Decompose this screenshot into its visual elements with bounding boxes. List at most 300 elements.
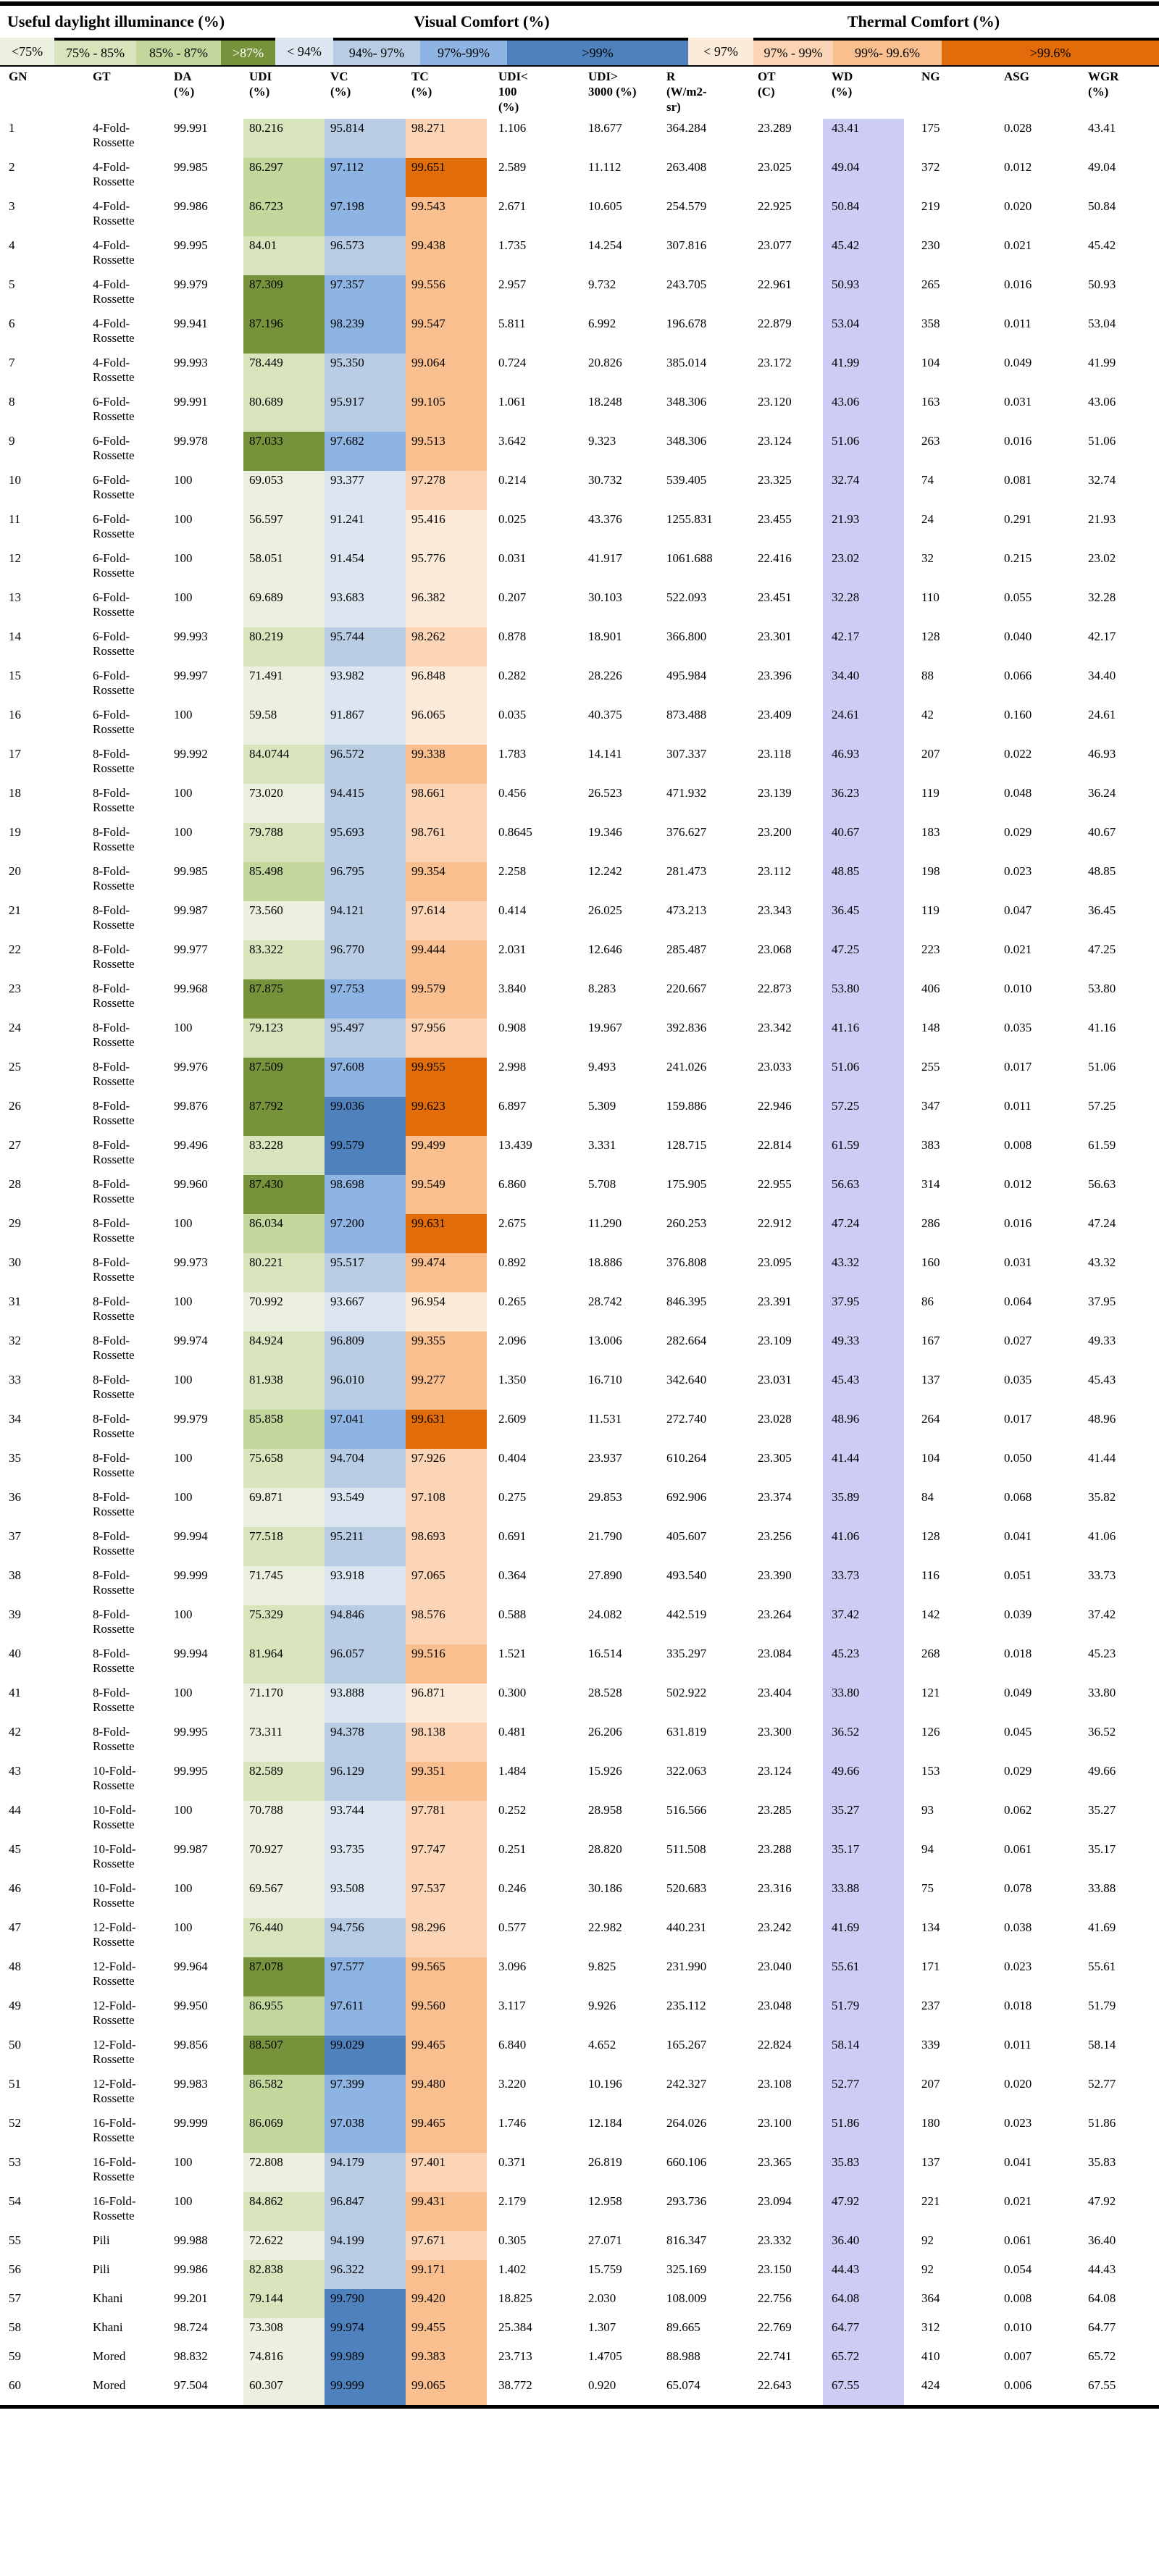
cell-asg: 0.017 (1004, 1412, 1032, 1426)
cell-vc: 98.239 (325, 314, 406, 354)
cell-tc: 97.671 (406, 2231, 487, 2260)
cell-u100: 0.251 (498, 1842, 527, 1856)
cell-wd: 47.24 (823, 1214, 904, 1253)
cell-gt: Pili (93, 2233, 110, 2247)
legend-item: 97%-99% (420, 38, 507, 65)
table-row (0, 1879, 1159, 1918)
table-row (0, 2036, 1159, 2075)
cell-u100: 13.439 (498, 1138, 532, 1152)
cell-gt: 6-Fold-Rossette (93, 434, 135, 462)
cell-wd: 35.27 (823, 1801, 904, 1840)
cell-ng: 183 (921, 825, 940, 839)
table-row (0, 119, 1159, 158)
cell-da: 98.724 (174, 2320, 208, 2334)
cell-gt: 8-Fold-Rossette (93, 1373, 135, 1401)
table-row (0, 432, 1159, 471)
cell-r: 442.519 (666, 1607, 707, 1621)
cell-wgr: 43.41 (1088, 121, 1116, 135)
cell-wgr: 37.95 (1088, 1295, 1116, 1308)
cell-vc: 97.611 (325, 1996, 406, 2036)
cell-ot: 22.814 (758, 1138, 792, 1152)
table-row (0, 1488, 1159, 1527)
cell-vc: 93.549 (325, 1488, 406, 1527)
table-row (0, 471, 1159, 510)
cell-r: 335.297 (666, 1647, 707, 1660)
cell-da: 99.985 (174, 864, 208, 878)
cell-gn: 60 (9, 2378, 21, 2392)
cell-gt: Mored (93, 2378, 126, 2392)
cell-u3000: 30.103 (588, 590, 622, 604)
cell-vc: 91.454 (325, 549, 406, 588)
cell-gn: 45 (9, 1842, 21, 1856)
cell-tc: 98.262 (406, 627, 487, 666)
table-row (0, 979, 1159, 1019)
cell-wd: 41.06 (823, 1527, 904, 1566)
cell-wgr: 35.27 (1088, 1803, 1116, 1817)
cell-u3000: 1.4705 (588, 2349, 622, 2363)
cell-u100: 6.860 (498, 1177, 527, 1191)
cell-asg: 0.020 (1004, 2077, 1032, 2091)
cell-ot: 23.068 (758, 942, 792, 956)
cell-wd: 47.92 (823, 2192, 904, 2231)
cell-ng: 406 (921, 982, 940, 995)
cell-u100: 3.117 (498, 1999, 526, 2012)
cell-ot: 23.112 (758, 864, 792, 878)
cell-wd: 48.96 (823, 1410, 904, 1449)
cell-tc: 99.383 (406, 2347, 487, 2376)
cell-gt: 6-Fold-Rossette (93, 551, 135, 580)
cell-u100: 0.025 (498, 512, 527, 526)
cell-wgr: 32.74 (1088, 473, 1116, 487)
cell-gn: 52 (9, 2116, 21, 2130)
cell-gn: 22 (9, 942, 21, 956)
cell-wd: 51.06 (823, 1058, 904, 1097)
cell-udi: 70.992 (243, 1292, 325, 1331)
cell-gt: 4-Fold-Rossette (93, 238, 135, 267)
cell-r: 364.284 (666, 121, 707, 135)
cell-gn: 35 (9, 1451, 21, 1465)
cell-da: 100 (174, 1881, 193, 1895)
cell-u100: 2.031 (498, 942, 527, 956)
col-header-u3000: UDI> 3000 (%) (588, 70, 637, 99)
cell-gt: 12-Fold-Rossette (93, 2077, 136, 2105)
cell-u100: 2.998 (498, 1060, 527, 1074)
cell-vc: 97.357 (325, 275, 406, 314)
cell-udi: 59.58 (243, 706, 325, 745)
cell-vc: 94.846 (325, 1605, 406, 1644)
cell-da: 100 (174, 590, 193, 604)
cell-ot: 23.100 (758, 2116, 792, 2130)
cell-r: 342.640 (666, 1373, 707, 1387)
cell-da: 99.973 (174, 1255, 208, 1269)
cell-gt: 6-Fold-Rossette (93, 669, 135, 697)
cell-gn: 3 (9, 199, 15, 213)
table-row (0, 275, 1159, 314)
cell-tc: 99.474 (406, 1253, 487, 1292)
table-row (0, 1605, 1159, 1644)
cell-gn: 31 (9, 1295, 21, 1308)
cell-wgr: 45.43 (1088, 1373, 1116, 1387)
cell-da: 100 (174, 1490, 193, 1504)
cell-wd: 32.74 (823, 471, 904, 510)
cell-u100: 0.404 (498, 1451, 527, 1465)
cell-asg: 0.016 (1004, 277, 1032, 291)
legend-item: <75% (0, 38, 54, 65)
cell-gt: 8-Fold-Rossette (93, 982, 135, 1010)
cell-u100: 25.384 (498, 2320, 532, 2334)
cell-gn: 4 (9, 238, 15, 252)
cell-udi: 87.509 (243, 1058, 325, 1097)
cell-u100: 0.364 (498, 1568, 527, 1582)
cell-asg: 0.023 (1004, 2116, 1032, 2130)
legend-item: 94%- 97% (333, 38, 420, 65)
cell-wd: 49.33 (823, 1331, 904, 1371)
cell-wgr: 43.06 (1088, 395, 1116, 409)
cell-udi: 72.622 (243, 2231, 325, 2260)
cell-u3000: 3.331 (588, 1138, 616, 1152)
table-row (0, 1449, 1159, 1488)
cell-gn: 42 (9, 1725, 21, 1739)
cell-vc: 97.200 (325, 1214, 406, 1253)
cell-u3000: 20.826 (588, 356, 622, 369)
cell-udi: 84.862 (243, 2192, 325, 2231)
col-header-da: DA (%) (174, 70, 195, 99)
cell-u100: 18.825 (498, 2291, 532, 2305)
cell-r: 1255.831 (666, 512, 713, 526)
cell-gt: Khani (93, 2320, 123, 2334)
cell-wgr: 41.06 (1088, 1529, 1116, 1543)
cell-ng: 198 (921, 864, 940, 878)
cell-wgr: 43.32 (1088, 1255, 1116, 1269)
cell-u3000: 24.082 (588, 1607, 622, 1621)
cell-gn: 1 (9, 121, 15, 135)
cell-ot: 23.124 (758, 1764, 792, 1778)
cell-gn: 8 (9, 395, 15, 409)
cell-wd: 67.55 (823, 2376, 904, 2405)
cell-asg: 0.031 (1004, 395, 1032, 409)
cell-vc: 93.744 (325, 1801, 406, 1840)
cell-u3000: 43.376 (588, 512, 622, 526)
cell-ot: 23.040 (758, 1960, 792, 1973)
cell-asg: 0.051 (1004, 1568, 1032, 1582)
cell-gt: 8-Fold-Rossette (93, 903, 135, 932)
cell-wd: 34.40 (823, 666, 904, 706)
legend-item: 97% - 99% (753, 38, 833, 65)
table-row (0, 2114, 1159, 2153)
cell-da: 99.995 (174, 238, 208, 252)
cell-r: 242.327 (666, 2077, 707, 2091)
cell-ng: 74 (921, 473, 934, 487)
cell-vc: 93.508 (325, 1879, 406, 1918)
cell-tc: 99.499 (406, 1136, 487, 1175)
cell-wgr: 23.02 (1088, 551, 1116, 565)
cell-ng: 148 (921, 1021, 940, 1034)
cell-vc: 97.682 (325, 432, 406, 471)
cell-vc: 95.814 (325, 119, 406, 158)
cell-ng: 265 (921, 277, 940, 291)
cell-u100: 0.456 (498, 786, 527, 800)
cell-udi: 87.033 (243, 432, 325, 471)
cell-ng: 92 (921, 2233, 934, 2247)
cell-udi: 81.938 (243, 1371, 325, 1410)
legend-item: < 97% (688, 38, 753, 65)
cell-asg: 0.039 (1004, 1607, 1032, 1621)
cell-da: 99.991 (174, 121, 208, 135)
cell-gt: 4-Fold-Rossette (93, 277, 135, 306)
cell-gn: 17 (9, 747, 21, 761)
cell-vc: 93.918 (325, 1566, 406, 1605)
cell-asg: 0.010 (1004, 2320, 1032, 2334)
cell-da: 99.960 (174, 1177, 208, 1191)
cell-da: 99.992 (174, 747, 208, 761)
cell-u3000: 22.982 (588, 1920, 622, 1934)
cell-vc: 91.241 (325, 510, 406, 549)
cell-u100: 6.840 (498, 2038, 527, 2052)
cell-wd: 23.02 (823, 549, 904, 588)
cell-tc: 98.693 (406, 1527, 487, 1566)
cell-asg: 0.291 (1004, 512, 1032, 526)
cell-vc: 97.399 (325, 2075, 406, 2114)
cell-r: 128.715 (666, 1138, 707, 1152)
cell-wd: 37.42 (823, 1605, 904, 1644)
table-row (0, 1214, 1159, 1253)
cell-gn: 36 (9, 1490, 21, 1504)
cell-r: 610.264 (666, 1451, 707, 1465)
cell-gn: 59 (9, 2349, 21, 2363)
cell-vc: 94.704 (325, 1449, 406, 1488)
table-row (0, 823, 1159, 862)
cell-tc: 99.631 (406, 1214, 487, 1253)
cell-wd: 41.16 (823, 1019, 904, 1058)
cell-wgr: 41.16 (1088, 1021, 1116, 1034)
table-row (0, 1097, 1159, 1136)
cell-wd: 35.17 (823, 1840, 904, 1879)
cell-gn: 46 (9, 1881, 21, 1895)
cell-u100: 1.783 (498, 747, 527, 761)
cell-asg: 0.061 (1004, 1842, 1032, 1856)
cell-gt: 4-Fold-Rossette (93, 199, 135, 227)
cell-ot: 23.396 (758, 669, 792, 682)
cell-da: 99.979 (174, 1412, 208, 1426)
cell-wgr: 48.96 (1088, 1412, 1116, 1426)
cell-ot: 23.305 (758, 1451, 792, 1465)
table-row (0, 1957, 1159, 1996)
cell-u3000: 30.732 (588, 473, 622, 487)
cell-vc: 93.667 (325, 1292, 406, 1331)
cell-ng: 32 (921, 551, 934, 565)
cell-u100: 0.878 (498, 630, 527, 643)
cell-gt: Pili (93, 2262, 110, 2276)
cell-ng: 75 (921, 1881, 934, 1895)
cell-ot: 23.264 (758, 1607, 792, 1621)
table-row (0, 1644, 1159, 1684)
legend-item: >99% (507, 38, 688, 65)
cell-u3000: 5.708 (588, 1177, 616, 1191)
cell-vc: 94.378 (325, 1723, 406, 1762)
cell-r: 440.231 (666, 1920, 707, 1934)
cell-da: 100 (174, 1451, 193, 1465)
col-header-gn: GN (9, 70, 28, 83)
cell-ng: 84 (921, 1490, 934, 1504)
cell-tc: 99.549 (406, 1175, 487, 1214)
cell-tc: 99.171 (406, 2260, 487, 2289)
cell-asg: 0.050 (1004, 1451, 1032, 1465)
cell-gt: Mored (93, 2349, 126, 2363)
col-header-gt: GT (93, 70, 111, 83)
cell-r: 231.990 (666, 1960, 707, 1973)
cell-r: 272.740 (666, 1412, 707, 1426)
group-title-tc: Thermal Comfort (%) (847, 12, 1000, 30)
cell-ng: 119 (921, 786, 940, 800)
cell-u3000: 4.652 (588, 2038, 616, 2052)
cell-wd: 56.63 (823, 1175, 904, 1214)
table-row (0, 1566, 1159, 1605)
cell-wgr: 47.92 (1088, 2194, 1116, 2208)
cell-tc: 99.444 (406, 940, 487, 979)
cell-da: 100 (174, 512, 193, 526)
cell-tc: 99.455 (406, 2318, 487, 2347)
cell-gn: 28 (9, 1177, 21, 1191)
cell-tc: 99.277 (406, 1371, 487, 1410)
cell-vc: 99.036 (325, 1097, 406, 1136)
cell-asg: 0.016 (1004, 434, 1032, 448)
cell-gt: 6-Fold-Rossette (93, 512, 135, 540)
cell-tc: 96.871 (406, 1684, 487, 1723)
cell-ng: 180 (921, 2116, 940, 2130)
cell-udi: 87.078 (243, 1957, 325, 1996)
cell-u3000: 9.825 (588, 1960, 616, 1973)
cell-udi: 88.507 (243, 2036, 325, 2075)
cell-asg: 0.062 (1004, 1803, 1032, 1817)
cell-vc: 95.693 (325, 823, 406, 862)
cell-ng: 207 (921, 747, 940, 761)
cell-u3000: 18.886 (588, 1255, 622, 1269)
cell-asg: 0.048 (1004, 786, 1032, 800)
table-row (0, 745, 1159, 784)
cell-asg: 0.066 (1004, 669, 1032, 682)
cell-gn: 2 (9, 160, 15, 174)
cell-ot: 22.756 (758, 2291, 792, 2305)
cell-da: 98.832 (174, 2349, 208, 2363)
cell-wd: 36.23 (823, 784, 904, 823)
cell-da: 99.941 (174, 317, 208, 330)
cell-gt: 6-Fold-Rossette (93, 590, 135, 619)
cell-da: 99.987 (174, 1842, 208, 1856)
cell-u100: 0.214 (498, 473, 527, 487)
cell-ng: 163 (921, 395, 940, 409)
cell-u100: 23.713 (498, 2349, 532, 2363)
cell-wgr: 41.44 (1088, 1451, 1116, 1465)
cell-da: 99.986 (174, 2262, 208, 2276)
cell-ot: 23.343 (758, 903, 792, 917)
cell-gn: 23 (9, 982, 21, 995)
cell-wd: 36.40 (823, 2231, 904, 2260)
legend-item: < 94% (275, 38, 333, 65)
cell-wgr: 49.66 (1088, 1764, 1116, 1778)
cell-u100: 0.371 (498, 2155, 527, 2169)
cell-r: 220.667 (666, 982, 707, 995)
cell-wgr: 51.06 (1088, 1060, 1116, 1074)
cell-gt: 8-Fold-Rossette (93, 1295, 135, 1323)
cell-r: 322.063 (666, 1764, 707, 1778)
cell-vc: 96.129 (325, 1762, 406, 1801)
table-row (0, 666, 1159, 706)
cell-u100: 2.258 (498, 864, 527, 878)
cell-da: 99.999 (174, 2116, 208, 2130)
cell-ot: 23.409 (758, 708, 792, 722)
cell-u100: 6.897 (498, 1099, 527, 1113)
cell-r: 502.922 (666, 1686, 707, 1699)
cell-ng: 126 (921, 1725, 940, 1739)
cell-wd: 47.25 (823, 940, 904, 979)
cell-asg: 0.029 (1004, 825, 1032, 839)
cell-u3000: 19.967 (588, 1021, 622, 1034)
cell-ng: 372 (921, 160, 940, 174)
cell-u3000: 28.820 (588, 1842, 622, 1856)
cell-u100: 0.414 (498, 903, 527, 917)
cell-u3000: 28.742 (588, 1295, 622, 1308)
cell-udi: 80.219 (243, 627, 325, 666)
cell-gt: 6-Fold-Rossette (93, 708, 135, 736)
table-row (0, 2192, 1159, 2231)
cell-ot: 23.391 (758, 1295, 792, 1308)
cell-udi: 70.788 (243, 1801, 325, 1840)
table-row (0, 2153, 1159, 2192)
cell-gn: 34 (9, 1412, 21, 1426)
cell-wd: 58.14 (823, 2036, 904, 2075)
cell-tc: 97.108 (406, 1488, 487, 1527)
cell-gt: 8-Fold-Rossette (93, 1099, 135, 1127)
cell-u3000: 5.309 (588, 1099, 616, 1113)
cell-gt: 8-Fold-Rossette (93, 1216, 135, 1245)
cell-u3000: 26.025 (588, 903, 622, 917)
cell-ot: 23.033 (758, 1060, 792, 1074)
cell-tc: 97.278 (406, 471, 487, 510)
table-row (0, 627, 1159, 666)
cell-wd: 33.80 (823, 1684, 904, 1723)
cell-wd: 64.77 (823, 2318, 904, 2347)
cell-asg: 0.007 (1004, 2349, 1032, 2363)
cell-u3000: 40.375 (588, 708, 622, 722)
cell-asg: 0.008 (1004, 1138, 1032, 1152)
table-row (0, 1175, 1159, 1214)
cell-wd: 43.32 (823, 1253, 904, 1292)
cell-wgr: 48.85 (1088, 864, 1116, 878)
cell-ng: 160 (921, 1255, 940, 1269)
cell-vc: 95.917 (325, 393, 406, 432)
cell-tc: 99.351 (406, 1762, 487, 1801)
cell-u100: 2.609 (498, 1412, 527, 1426)
cell-wgr: 36.40 (1088, 2233, 1116, 2247)
cell-gn: 10 (9, 473, 21, 487)
cell-ot: 22.769 (758, 2320, 792, 2334)
cell-udi: 69.567 (243, 1879, 325, 1918)
cell-asg: 0.012 (1004, 160, 1032, 174)
cell-udi: 71.745 (243, 1566, 325, 1605)
cell-tc: 98.296 (406, 1918, 487, 1957)
cell-tc: 99.420 (406, 2289, 487, 2318)
cell-udi: 87.875 (243, 979, 325, 1019)
cell-r: 307.337 (666, 747, 707, 761)
cell-ng: 264 (921, 1412, 940, 1426)
cell-r: 692.906 (666, 1490, 707, 1504)
cell-u100: 1.402 (498, 2262, 527, 2276)
cell-udi: 58.051 (243, 549, 325, 588)
cell-tc: 99.516 (406, 1644, 487, 1684)
cell-wgr: 33.73 (1088, 1568, 1116, 1582)
cell-u100: 0.282 (498, 669, 527, 682)
cell-ng: 110 (921, 590, 940, 604)
